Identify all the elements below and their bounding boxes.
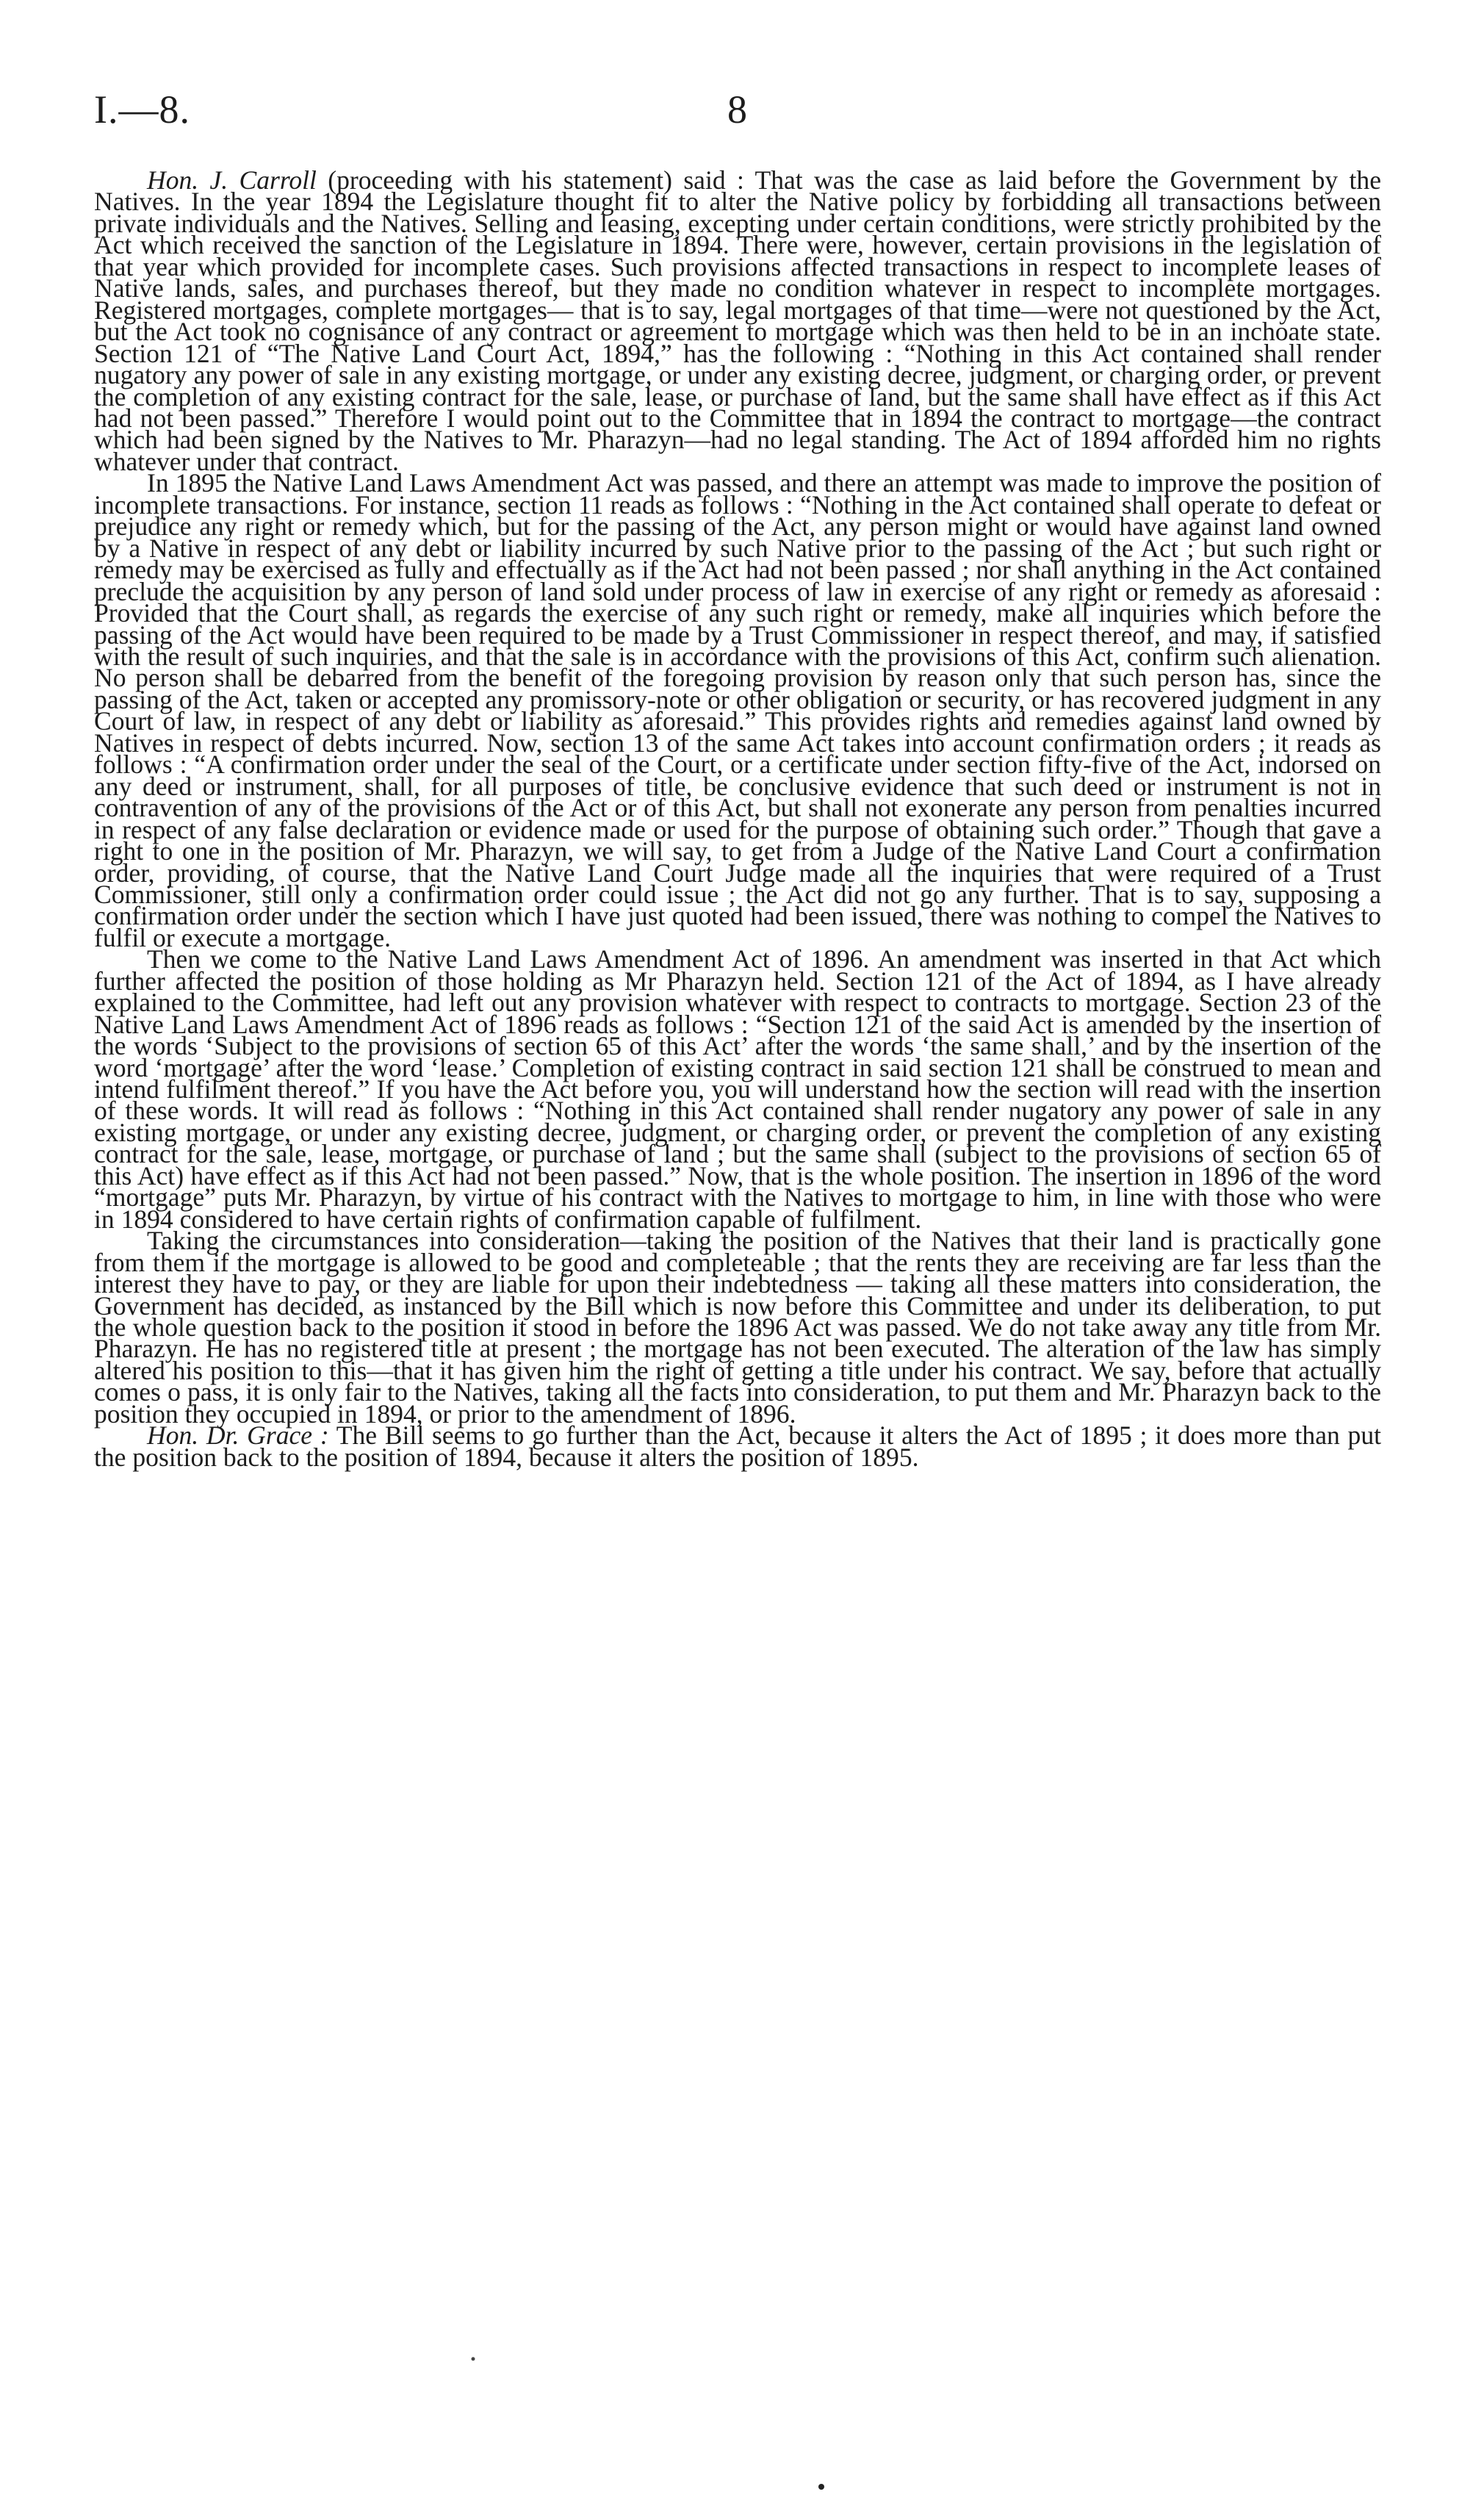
paragraph-text: The Bill seems to go further than the Act, because it alters the Act of 1895 ; it does more than put the position back to the position of 1894, because it alters the position of 1895. [94,1420,1381,1472]
paragraph-text: Then we come to the Native Land Laws Amendment Act of 1896. An amendment was inserted in that Act which further affected the position of those holding as Mr Pharazyn held. Section 121 of the Act of 1894, as I have already explained to the Committee, had left out any provision whatever with respect to contracts to mortgage. Section 23 of the Native Land Laws Amendment Act of 1896 reads as follows : “Section 121 of the said Act is amended by the insertion of the words ‘Subject to the provisions of section 65 of this Act’ after the words ‘the same shall,’ and by the insertion of the word ‘mortgage’ after the word ‘lease.’ Completion of existing contract in said section 121 shall be construed to mean and intend fulfilment thereof.” If you have the Act before you, you will understand how the section will read with the insertion of these words. It will read as follows : “Nothing in this Act contained shall render nugatory any power of sale in any existing mortgage, or under any existing decree, judgment, or charging order, or prevent the completion of any existing contract for the sale, lease, mortgage, or purchase of land ; but the same shall (subject to the provisions of section 65 of this Act) have effect as if this Act had not been passed.” Now, that is the whole position. The insertion in 1896 of the word “mortgage” puts Mr. Pharazyn, by virtue of his contract with the Natives to mortgage to him, in line with those who were in 1894 considered to have certain rights of confirmation capable of fulfilment. [94,944,1381,1234]
paragraph-text: Taking the circumstances into consideration—taking the position of the Natives that their land is practically gone from them if the mortgage is allowed to be good and completeable ; that the rents they are receiving are far less than the interest they have to pay, or they are liable for upon their indebtedness — taking all these matters into consideration, the Government has decided, as instanced by the Bill which is now before this Committee and under its deliberation, to put the whole question back to the position it stood in before the 1896 Act was passed. We do not take away any title from Mr. Pharazyn. He has no registered title at present ; the mortgage has not been executed. The alteration of the law has simply altered his position to this—that it has given him the right of getting a title under his contract. We say, before that actually comes o pass, it is only fair to the Natives, taking all the facts into consideration, to put them and Mr. Pharazyn back to the position they occupied in 1894, or prior to the amendment of 1896. [94,1226,1381,1429]
paragraph [94,1226,1381,1429]
paragraph [94,944,1381,1234]
paragraph-text: (proceeding with his statement) said : That was the case as laid before the Government by the Natives. In the year 1894 the Legislature thought fit to alter the Native policy by forbidding all transactions between private individuals and the Natives. Selling and leasing, excepting under certain conditions, were strictly prohibited by the Act which received the sanction of the Legislature in 1894. There were, however, certain provisions in the legislation of that year which provided for incomplete cases. Such provisions affected transactions in respect to incomplete leases of Native lands, sales, and purchases thereof, but they made no condition whatever in respect to incomplete mortgages. Registered mortgages, complete mortgages— that is to say, legal mortgages of that time—were not questioned by the Act, but the Act took no cognisance of any contract or agreement to mortgage which was then held to be in an inchoate state. Section 121 of “The Native Land Court Act, 1894,” has the following : “Nothing in this Act contained shall render nugatory any power of sale in any existing mortgage, or under any existing decree, judgment, or charging order, or prevent the completion of any existing contract for the sale, lease, or purchase of land, but the same shall have effect as if this Act had not been passed.” Therefore I would point out to the Committee that in 1894 the contract to mortgage—the contract which had been signed by the Natives to Mr. Pharazyn—had no legal standing. The Act of 1894 afforded him no rights whatever under that contract. [94,165,1381,476]
speaker-name: Hon. Dr. Grace : [147,1420,329,1451]
paragraph [94,468,1381,952]
page-header [94,87,1381,138]
body-text [94,165,1381,1472]
document-reference: I.—8. [94,87,190,132]
paragraph [94,1420,1381,1472]
scan-speck [818,2484,824,2490]
page-number: 8 [727,87,747,132]
speaker-name: Hon. J. Carroll [147,165,317,195]
paragraph [94,165,1381,476]
paragraph-text: In 1895 the Native Land Laws Amendment Act was passed, and there an attempt was made to improve the position of incomplete transactions. For instance, section 11 reads as follows : “Nothing in the Act contained shall operate to defeat or prejudice any right or remedy which, but for the passing of the Act, any person might or would have against land owned by a Native in respect of any debt or liability incurred by such Native prior to the passing of the Act ; but such right or remedy may be exercised as fully and effectually as if the Act had not been passed ; nor shall anything in the Act contained preclude the acquisition by any person of land sold under process of law in exercise of any right or remedy as aforesaid : Provided that the Court shall, as regards the exercise of any such right or remedy, make all inquiries which before the passing of the Act would have been required to be made by a Trust Commissioner in respect thereof, and may, if satisfied with the result of such inquiries, and that the sale is in accordance with the provisions of this Act, confirm such alienation. No person shall be debarred from the benefit of the foregoing provision by reason only that such person has, since the passing of the Act, taken or accepted any promissory-note or other obligation or security, or has recovered judgment in any Court of law, in respect of any debt or liability as aforesaid.” This provides rights and remedies against land owned by Natives in respect of debts incurred. Now, section 13 of the same Act takes into account confirmation orders ; it reads as follows : “A confirmation order under the seal of the Court, or a certificate under section fifty-five of the Act, indorsed on any deed or instrument, shall, for all purposes of title, be conclusive evidence that such deed or instrument is not in contravention of any of the provisions of the Act or of this Act, but shall not exonerate any person from penalties incurred in respect of any false declaration or evidence made or used for the purpose of obtaining such order.” Though that gave a right to one in the position of Mr. Pharazyn, we will say, to get from a Judge of the Native Land Court a confirmation order, providing, of course, that the Native Land Court Judge made all the inquiries that were required of a Trust Commissioner, still only a confirmation order could issue ; the Act did not go any further. That is to say, supposing a confirmation order under the section which I have just quoted had been issued, there was nothing to compel the Natives to fulfil or execute a mortgage. [94,468,1381,952]
scan-speck [472,2357,475,2361]
